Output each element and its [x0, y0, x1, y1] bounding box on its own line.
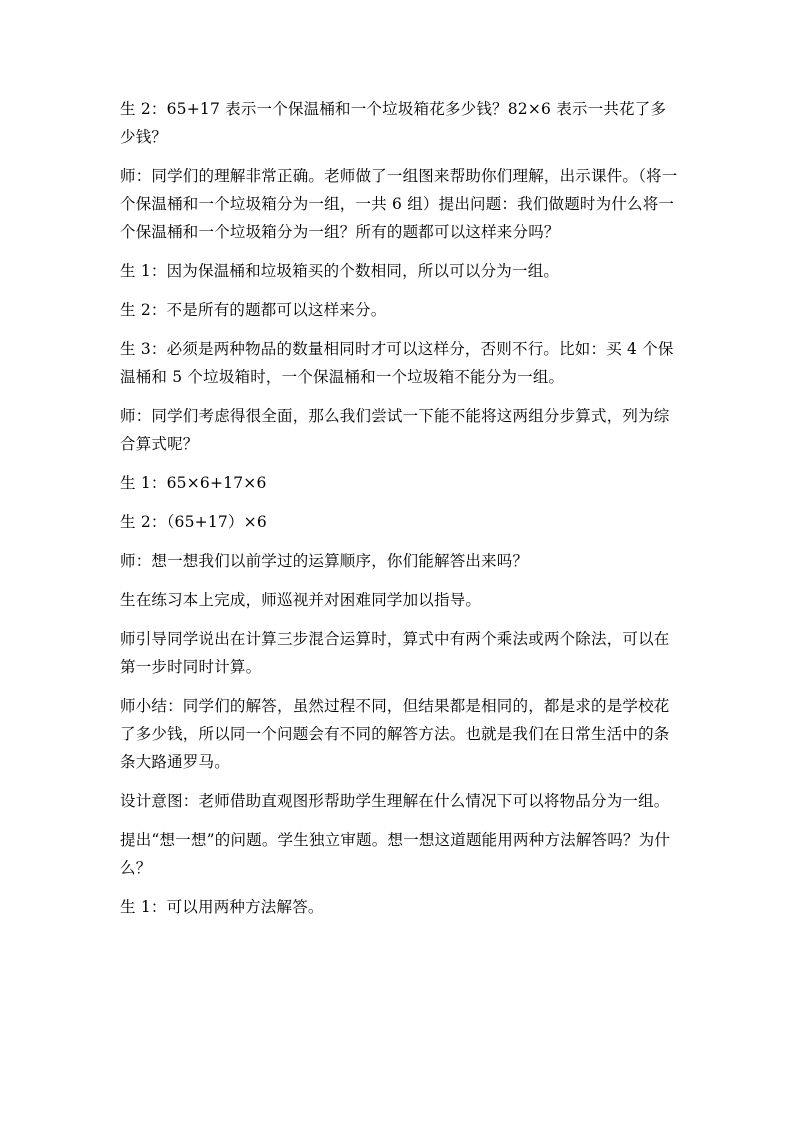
paragraph-teacher-question: 师：同学们的理解非常正确。老师做了一组图来帮助你们理解，出示课件。（将一个保温桶和一个垃圾箱分为一组，一共 6 组）提出问题：我们做题时为什么将一个保温桶和一个垃圾箱分为一组？所有的题都可以这样来分吗？ [120, 167, 678, 241]
paragraph-student1-final: 生 1：可以用两种方法解答。 [120, 898, 324, 916]
paragraph-design-intent: 设计意图：老师借助直观图形帮助学生理解在什么情况下可以将物品分为一组。 [120, 792, 670, 810]
paragraph-student2-explanation: 生 2：65+17 表示一个保温桶和一个垃圾箱花多少钱？82×6 表示一共花了多少钱？ [120, 100, 667, 146]
paragraph-think-question: 提出“想一想”的问题。学生独立审题。想一想这道题能用两种方法解答吗？为什么？ [120, 831, 671, 877]
paragraph-student2-answer: 生 2：不是所有的题都可以这样来分。 [120, 301, 387, 319]
document-body [120, 95, 680, 932]
paragraph-student1-answer: 生 1：因为保温桶和垃圾箱买的个数相同，所以可以分为一组。 [120, 262, 560, 280]
paragraph-student2-formula: 生 2：（65+17）×6 [120, 513, 267, 531]
paragraph-teacher-guide: 师引导同学说出在计算三步混合运算时，算式中有两个乘法或两个除法，可以在第一步时同时计算。 [120, 630, 670, 676]
paragraph-teacher-comprehensive: 师：同学们考虑得很全面，那么我们尝试一下能不能将这两组分步算式，列为综合算式呢？ [120, 407, 670, 453]
paragraph-student1-formula: 生 1：65×6+17×6 [120, 474, 267, 492]
paragraph-teacher-order: 师：想一想我们以前学过的运算顺序，你们能解答出来吗？ [120, 552, 529, 570]
paragraph-practice: 生在练习本上完成，师巡视并对困难同学加以指导。 [120, 591, 482, 609]
paragraph-teacher-summary: 师小结：同学们的解答，虽然过程不同，但结果都是相同的，都是求的是学校花了多少钱，所以同一个问题会有不同的解答方法。也就是我们在日常生活中的条条大路通罗马。 [120, 697, 670, 771]
paragraph-student3-answer: 生 3：必须是两种物品的数量相同时才可以这样分，否则不行。比如：买 4 个保温桶和 5 个垃圾箱时，一个保温桶和一个垃圾箱不能分为一组。 [120, 340, 674, 386]
